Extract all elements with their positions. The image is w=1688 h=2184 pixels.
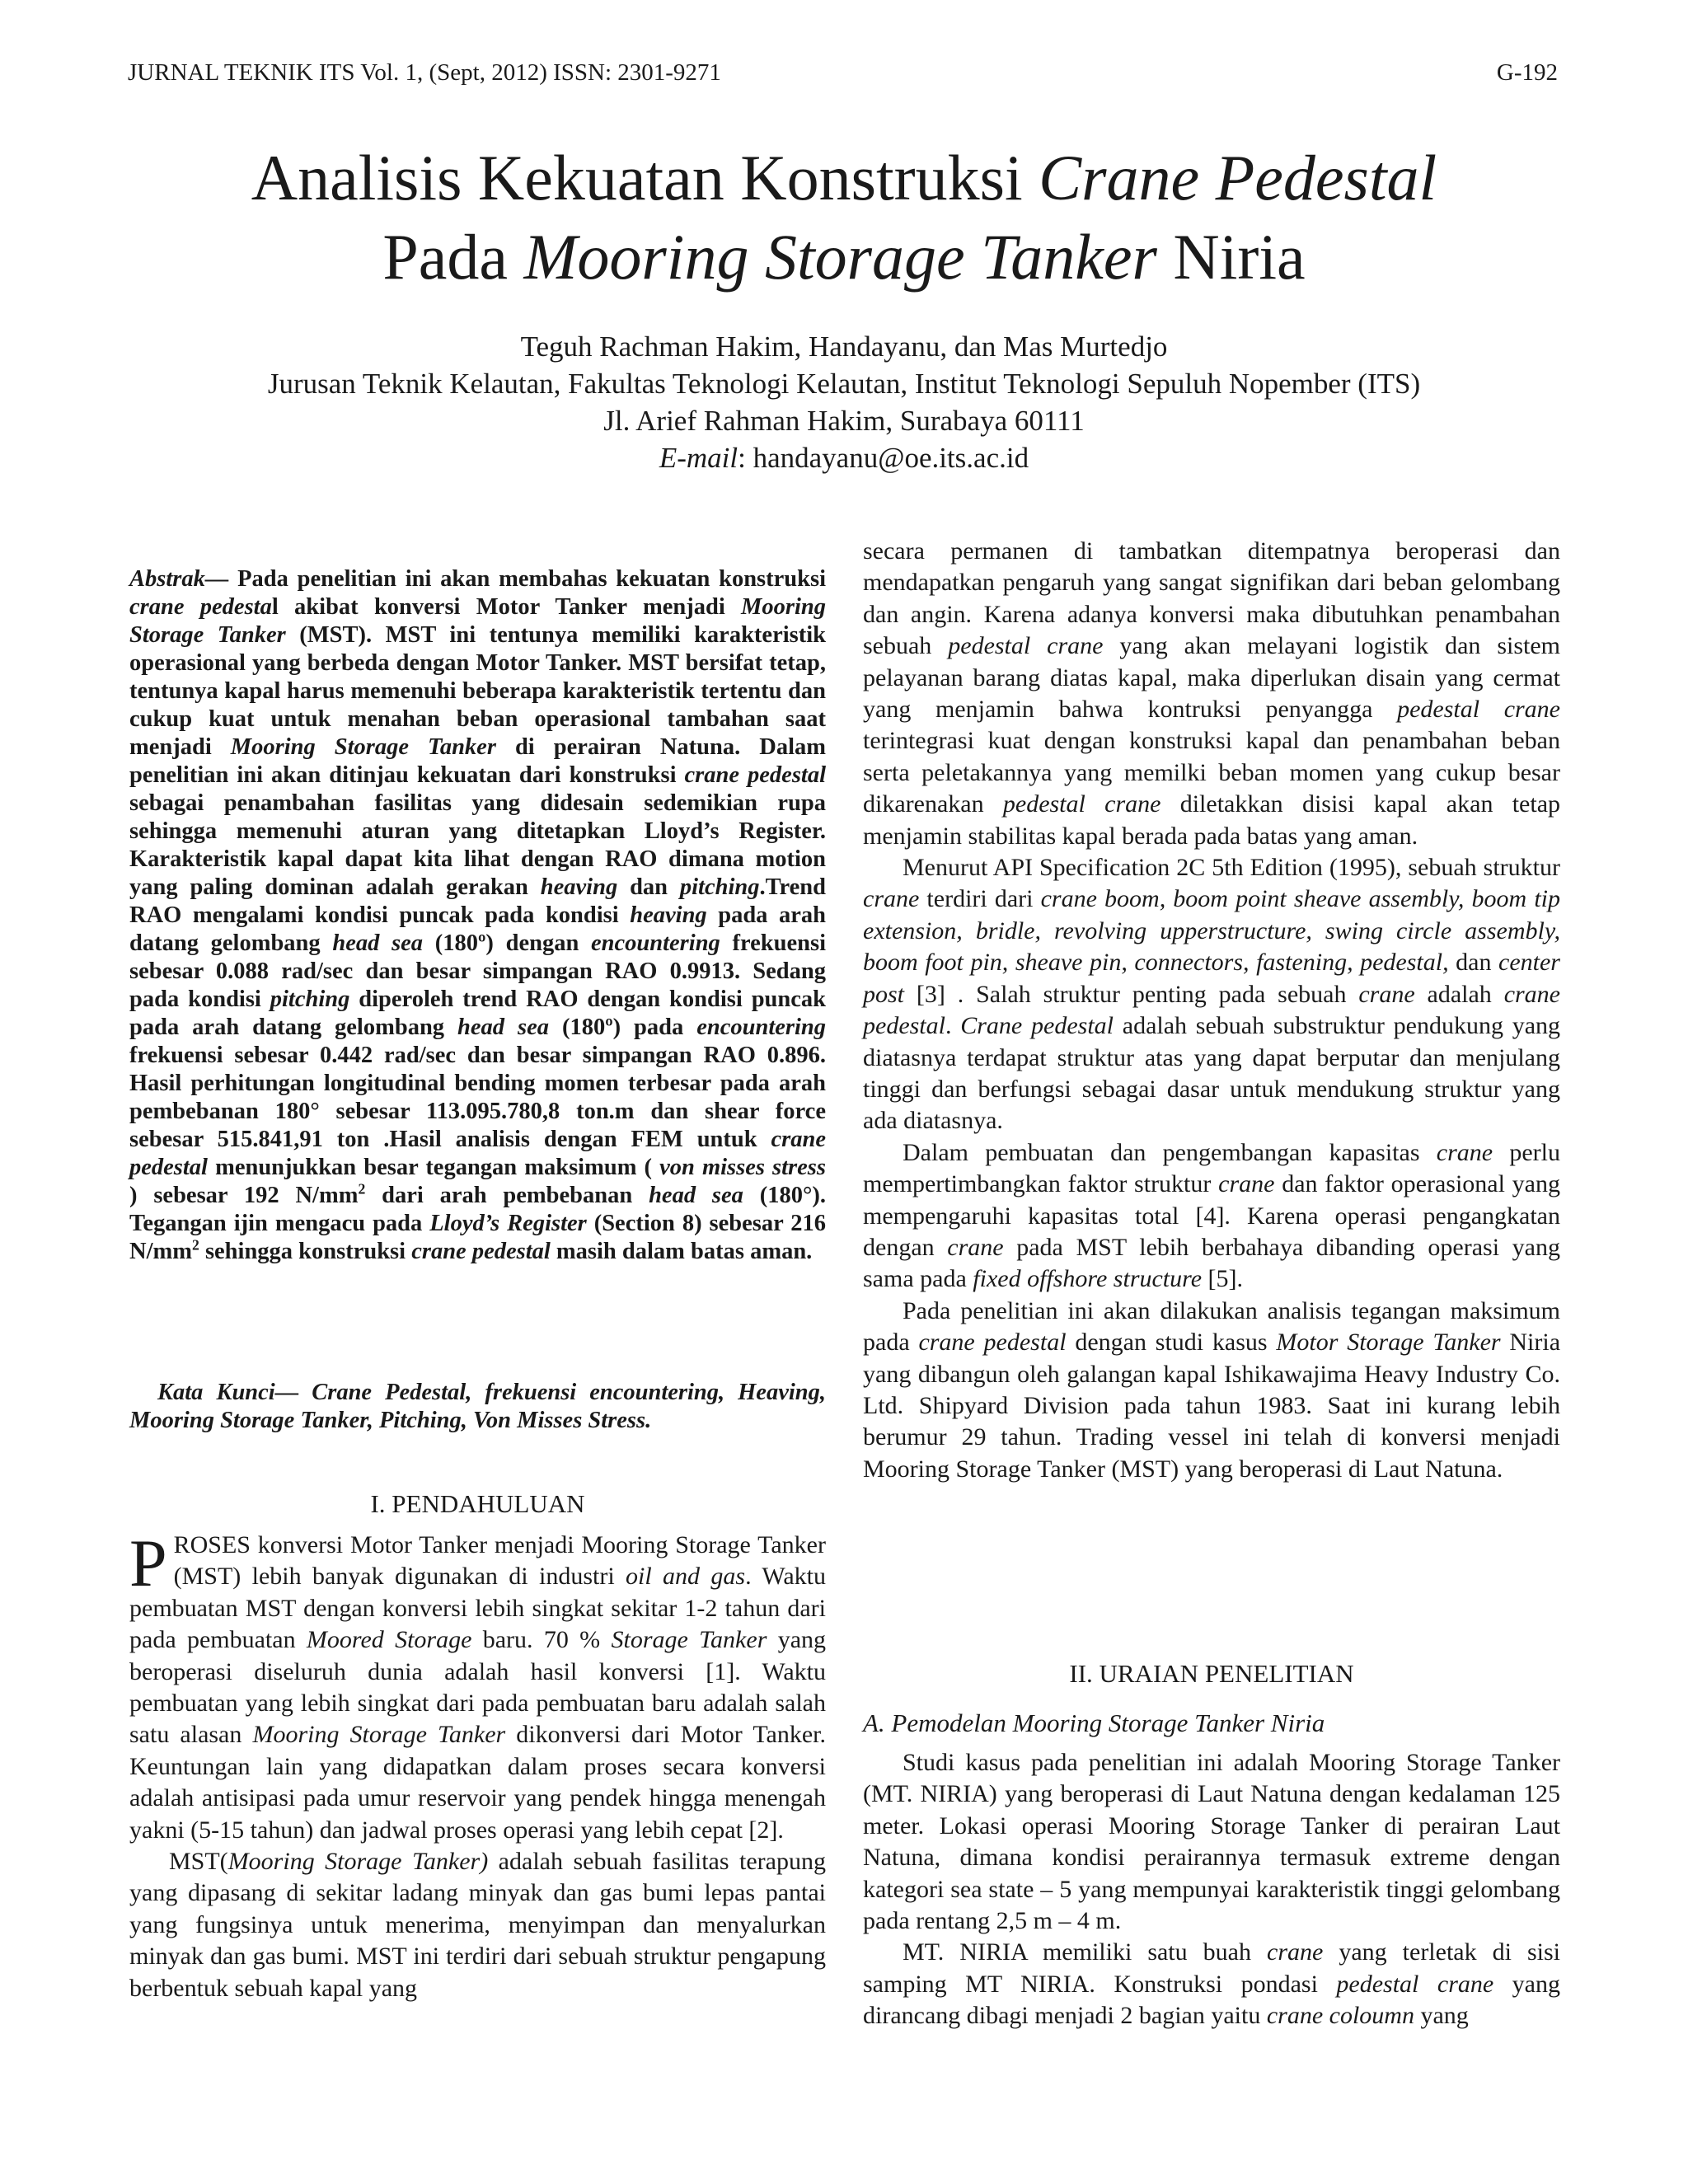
- body-paragraph-location: Studi kasus pada penelitian ini adalah Mooring Storage Tanker (MT. NIRIA) yang beroperasi di Laut Natuna dengan kedalaman 125 meter. Lokasi operasi Mooring Storage Tanker di perairan Laut Natuna, dimana kondisi perairannya termasuk extreme dengan kategori sea state – 5 yang mempunyai karakteristik tinggi gelombang pada rentang 2,5 m – 4 m.: [863, 1749, 1560, 1935]
- body-paragraph-study-case: Pada penelitian ini akan dilakukan analisis tegangan maksimum pada crane pedestal dengan studi kasus Motor Storage Tanker Niria yang dibangun oleh galangan kapal Ishikawajima Heavy Industry Co. Ltd. Shipyard Division pada tahun 1983. Saat ini kurang lebih berumur 29 tahun. Trading vessel ini telah di konversi menjadi Mooring Storage Tanker (MST) yang beroperasi di Laut Natuna.: [863, 1296, 1561, 1483]
- section-heading-pendahuluan: I. PENDAHULUAN: [370, 1489, 585, 1518]
- paper-title: [0, 138, 1688, 297]
- body-paragraph-api-spec: Menurut API Specification 2C 5th Edition (1995), sebuah struktur crane terdiri dari crane boom, boom point sheave assembly, boom tip extension, bridle, revolving upperstructure, swing circle assembly, boom foot pin, sheave pin, connectors, fastening, pedestal, dan center post [3] . Salah struktur penting pada sebuah crane adalah crane pedestal. Crane pedestal adalah sebuah substruktur pendukung yang diatasnya terdapat struktur atas yang dapat berputar dan menjulang tinggi dan berfungsi sebagai dasar untuk mendukung struktur yang ada diatasnya.: [863, 854, 1561, 1135]
- intro-paragraph-2: MST(Mooring Storage Tanker) adalah sebuah fasilitas terapung yang dipasang di sekitar ladang minyak dan gas bumi lepas pantai yang fungsinya untuk menerima, menyimpan dan menyalurkan minyak dan gas bumi. MST ini terdiri dari sebuah struktur pengapung berbentuk sebuah kapal yang: [129, 1848, 826, 2002]
- drop-cap: P: [129, 1526, 167, 1601]
- right-column-body: [863, 536, 1560, 1485]
- page-number: G-192: [1496, 59, 1558, 86]
- author-names: Teguh Rachman Hakim, Handayanu, dan Mas Murtedjo: [520, 330, 1168, 363]
- section-2-body: [863, 1747, 1560, 2032]
- journal-header: JURNAL TEKNIK ITS Vol. 1, (Sept, 2012) ISSN: 2301-9271: [128, 59, 721, 86]
- body-paragraph-mst-continued: secara permanen di tambatkan ditempatnya beroperasi dan mendapatkan pengaruh yang sangat signifikan dari beban gelombang dan angin. Karena adanya konversi maka dibutuhkan penambahan sebuah pedestal crane yang akan melayani logistik dan sistem pelayanan barang diatas kapal, maka diperlukan disain yang cermat yang menjamin bahwa kontruksi penyangga pedestal crane terintegrasi kuat dengan konstruksi kapal dan penambahan beban serta peletakannya yang memilki beban momen yang cukup besar dikarenakan pedestal crane diletakkan disisi kapal akan tetap menjamin stabilitas kapal berada pada batas yang aman.: [863, 537, 1561, 850]
- introduction: [129, 1526, 827, 2004]
- title-line-1: Analisis Kekuatan Konstruksi Crane Pedestal: [251, 142, 1437, 213]
- intro-paragraph-1: PROSES konversi Motor Tanker menjadi Mooring Storage Tanker (MST) lebih banyak digunakan di industri oil and gas. Waktu pembuatan MST dengan konversi lebih singkat sekitar 1-2 tahun dari pada pembuatan Moored Storage baru. 70 % Storage Tanker yang beroperasi diseluruh dunia adalah hasil konversi [1]. Waktu pembuatan yang lebih singkat dari pada pembuatan baru adalah salah satu alasan Mooring Storage Tanker dikonversi dari Motor Tanker. Keuntungan lain yang didapatkan dalam proses secara konversi adalah antisipasi pada umur reservoir yang pendek hingga menengah yakni (5-15 tahun) dan jadwal proses operasi yang lebih cepat [2].: [129, 1526, 827, 1844]
- section-heading-uraian-penelitian: II. URAIAN PENELITIAN: [1069, 1659, 1354, 1688]
- subsection-heading-a: A. Pemodelan Mooring Storage Tanker Niria: [863, 1708, 1325, 1737]
- author-block: [0, 328, 1688, 476]
- abstract: [129, 565, 826, 1266]
- body-paragraph-crane-foundation: MT. NIRIA memiliki satu buah crane yang terletak di sisi samping MT NIRIA. Konstruksi pondasi pedestal crane yang dirancang dibagi menjadi 2 bagian yaitu crane coloumn yang: [863, 1938, 1560, 2030]
- author-address: Jl. Arief Rahman Hakim, Surabaya 60111: [603, 405, 1085, 437]
- abstract-text: Abstrak— Pada penelitian ini akan membahas kekuatan konstruksi crane pedestal akibat konversi Motor Tanker menjadi Mooring Storage Tanker (MST). MST ini tentunya memiliki karakteristik operasional yang berbeda dengan Motor Tanker. MST bersifat tetap, tentunya kapal harus memenuhi beberapa karakteristik tertentu dan cukup kuat untuk menahan beban operasional tambahan saat menjadi Mooring Storage Tanker di perairan Natuna. Dalam penelitian ini akan ditinjau kekuatan dari konstruksi crane pedestal sebagai penambahan fasilitas yang didesain sedemikian rupa sehingga memenuhi aturan yang ditetapkan Lloyd’s Register. Karakteristik kapal dapat kita lihat dengan RAO dimana motion yang paling dominan adalah gerakan heaving dan pitching.Trend RAO mengalami kondisi puncak pada kondisi heaving pada arah datang gelombang head sea (180º) dengan encountering frekuensi sebesar 0.088 rad/sec dan besar simpangan RAO 0.9913. Sedang pada kondisi pitching diperoleh trend RAO dengan kondisi puncak pada arah datang gelombang head sea (180º) pada encountering frekuensi sebesar 0.442 rad/sec dan besar simpangan RAO 0.896. Hasil perhitungan longitudinal bending momen terbesar pada arah pembebanan 180° sebesar 113.095.780,8 ton.m dan shear force sebesar 515.841,91 ton .Hasil analisis dengan FEM untuk crane pedestal menunjukkan besar tegangan maksimum ( von misses stress ) sebesar 192 $N/mm^2$ dari arah pembebanan head sea (180°). Tegangan ijin mengacu pada Lloyd’s Register (Section 8) sebesar 216 $N/mm^2$ sehingga konstruksi crane pedestal masih dalam batas aman.: [129, 566, 827, 1264]
- keywords: Kata Kunci— Crane Pedestal, frekuensi encountering, Heaving, Mooring Storage Tanker, Pitching, Von Misses Stress.: [129, 1380, 826, 1433]
- author-email: E-mail: handayanu@oe.its.ac.id: [659, 442, 1029, 474]
- title-line-2: Pada Mooring Storage Tanker Niria: [382, 221, 1306, 293]
- body-paragraph-capacity: Dalam pembuatan dan pengembangan kapasitas crane perlu mempertimbangkan faktor struktur crane dan faktor operasional yang mempengaruhi kapasitas total [4]. Karena operasi pengangkatan dengan crane pada MST lebih berbahaya dibanding operasi yang sama pada fixed offshore structure [5].: [863, 1138, 1560, 1293]
- author-affiliation: Jurusan Teknik Kelautan, Fakultas Teknologi Kelautan, Institut Teknologi Sepuluh Nopember (ITS): [267, 368, 1421, 400]
